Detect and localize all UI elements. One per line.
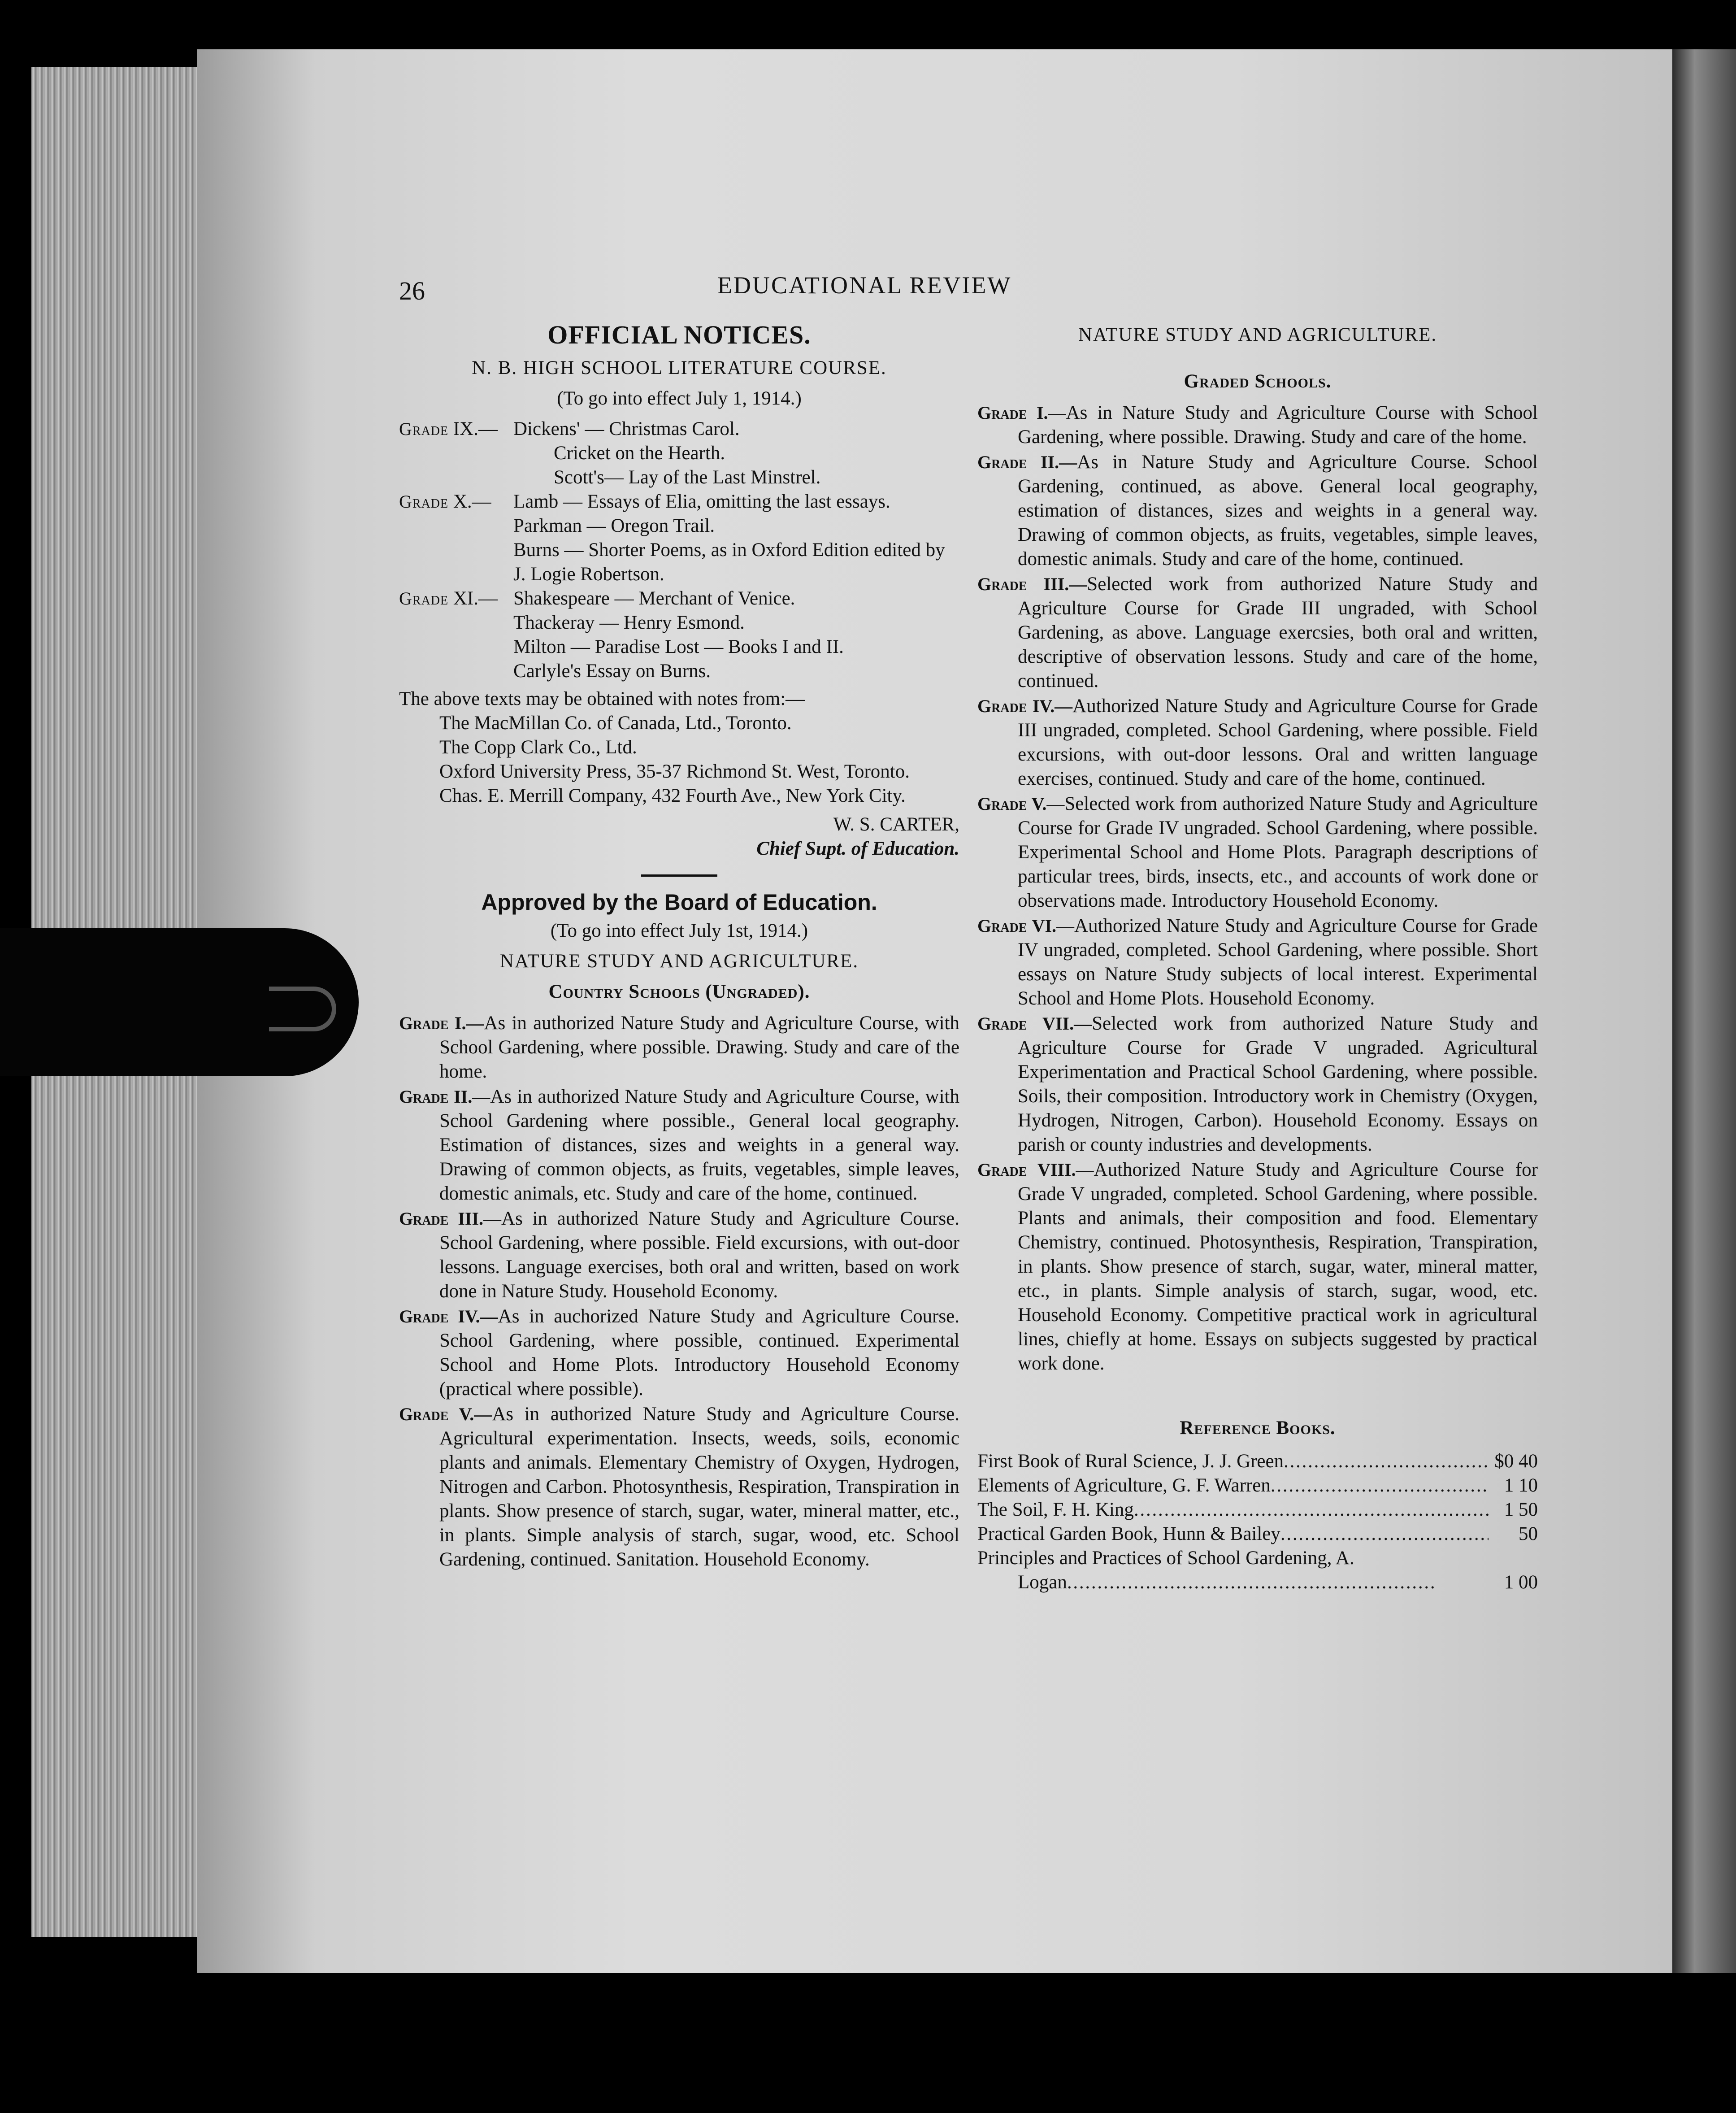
lit-item: Lamb — Essays of Elia, omitting the last essays.: [513, 491, 890, 512]
grade-text: As in Nature Study and Agriculture Course with School Gardening, where possible. Drawing. Study and care of the home.: [1018, 402, 1538, 448]
lit-item: Scott's— Lay of the Last Minstrel.: [554, 467, 821, 488]
texts-note: The above texts may be obtained with notes from:—: [399, 688, 805, 709]
grade-word: Grade: [399, 588, 449, 609]
lit-grade-x: [399, 490, 959, 587]
official-notices-heading: OFFICIAL NOTICES.: [547, 320, 811, 349]
leader-dots: [1134, 1498, 1489, 1522]
grade-label: Grade V.—: [977, 794, 1065, 814]
country-grade-paragraph: [399, 1011, 959, 1084]
left-column: [399, 320, 959, 1573]
grade-label: Grade IV.—: [977, 696, 1073, 716]
graded-grade-paragraph: [977, 450, 1538, 571]
grade-label: Grade VII.—: [977, 1013, 1092, 1034]
grade-label: IX.—: [453, 418, 498, 439]
reference-title: Elements of Agriculture, G. F. Warren: [977, 1475, 1271, 1496]
lit-item: Thackeray — Henry Esmond.: [513, 612, 745, 633]
lit-item: Dickens' — Christmas Carol.: [513, 418, 740, 439]
reference-title: The Soil, F. H. King: [977, 1499, 1134, 1520]
nature-study-heading: NATURE STUDY AND AGRICULTURE.: [499, 951, 859, 972]
grade-label: X.—: [453, 491, 491, 512]
grade-text: Authorized Nature Study and Agriculture Course for Grade V ungraded, completed. School Gardening, where possible. Plants and animals, their composition and food. Elementary Chemistry, continued. Photosynthesis, Respiration, Transpiration, in plants. Show presence of starch, sugar, water, mineral matter, etc., in plants. Simple analysis of starch, sugar, wood, etc. Household Economy. Competitive practical work in agricultural lines, chiefly at home. Essays on subjects suggested by practical work done.: [1018, 1159, 1538, 1374]
reference-row: [977, 1522, 1538, 1546]
lit-grade-xi: [399, 587, 959, 683]
grade-label: Grade IV.—: [399, 1306, 498, 1326]
lit-item: Cricket on the Hearth.: [554, 443, 725, 464]
approved-effect-date: (To go into effect July 1st, 1914.): [550, 920, 808, 941]
country-grade-paragraph: [399, 1085, 959, 1206]
grade-text: Selected work from authorized Nature Study and Agriculture Course for Grade III ungraded, with School Gardening, as above. Language exercsies, both oral and written, descriptive of observation lessons. Study and care of the home, continued.: [1018, 574, 1538, 691]
publisher-item: Chas. E. Merrill Company, 432 Fourth Ave., New York City.: [439, 785, 906, 806]
grade-word: Grade: [399, 419, 449, 439]
grade-text: As in authorized Nature Study and Agriculture Course. School Gardening, where possible. Field excursions, with out-door lessons. Language exercises, both oral and written, based on work done in Nature Study. Household Economy.: [439, 1208, 959, 1302]
grade-label: Grade VI.—: [977, 916, 1075, 936]
country-grade-paragraph: [399, 1207, 959, 1304]
lit-item: Parkman — Oregon Trail.: [513, 515, 715, 536]
graded-schools-heading: Graded Schools.: [1184, 371, 1332, 392]
grade-label: Grade III.—: [399, 1209, 502, 1229]
reference-row: [977, 1449, 1538, 1474]
grade-text: As in authorized Nature Study and Agriculture Course. Agricultural experimentation. Insects, weeds, soils, economic plants and animals. Elementary Chemistry of Oxygen, Hydrogen, Nitrogen and Carbon. Photosynthesis, Respiration, Transpiration in plants. Show presence of starch, sugar, water, mineral matter, etc., in plants. Simple analysis of starch, sugar, wood, etc. School Gardening, continued. Sanitation. Household Economy.: [439, 1404, 959, 1570]
grade-label: Grade II.—: [399, 1087, 490, 1107]
lit-item: Shakespeare — Merchant of Venice.: [513, 588, 795, 609]
grade-word: Grade: [399, 491, 449, 512]
reference-books-heading: Reference Books.: [1180, 1417, 1336, 1439]
lit-grade-ix: [399, 417, 959, 490]
grade-text: As in auchorized Nature Study and Agriculture Course. School Gardening, where possible, continued. Experimental School and Home Plots. Introductory Household Economy (practical where possible).: [439, 1306, 959, 1400]
lit-item: Burns — Shorter Poems, as in Oxford Edition edited by J. Logie Robertson.: [513, 539, 945, 585]
country-grade-paragraph: [399, 1402, 959, 1572]
publisher-item: The MacMillan Co. of Canada, Ltd., Toronto.: [439, 713, 792, 734]
publisher-item: Oxford University Press, 35-37 Richmond St. West, Toronto.: [439, 761, 910, 782]
signature-name: W. S. CARTER,: [833, 814, 959, 835]
leader-dots: [1067, 1570, 1489, 1595]
grade-text: As in authorized Nature Study and Agriculture Course, with School Gardening, where possible. Drawing. Study and care of the home.: [439, 1013, 959, 1082]
grade-text: Selected work from authorized Nature Study and Agriculture Course for Grade IV ungraded. School Gardening, where possible. Experimental School and Home Plots. Paragraph descriptions of particular trees, birds, insects, etc., and accounts of work done or observations made. Introductory Household Economy.: [1018, 793, 1538, 911]
reference-title: Practical Garden Book, Hunn & Bailey: [977, 1523, 1280, 1544]
reference-price: 50: [1519, 1523, 1538, 1544]
graded-grade-paragraph: [977, 1158, 1538, 1376]
section-divider: [641, 874, 717, 877]
page-number: 26: [399, 276, 425, 305]
leader-dots: [1284, 1449, 1489, 1474]
reference-price: 1 10: [1504, 1475, 1538, 1496]
reference-row: [977, 1474, 1538, 1498]
grade-label: Grade III.—: [977, 574, 1087, 594]
reference-title: Principles and Practices of School Gardening, A.: [977, 1548, 1354, 1569]
nature-study-heading: NATURE STUDY AND AGRICULTURE.: [1078, 324, 1437, 345]
country-grade-paragraph: [399, 1304, 959, 1401]
lit-item: Carlyle's Essay on Burns.: [513, 661, 711, 682]
lit-item: Milton — Paradise Lost — Books I and II.: [513, 636, 844, 657]
graded-grade-paragraph: [977, 914, 1538, 1011]
reference-price: 1 50: [1504, 1499, 1538, 1520]
grade-label: Grade II.—: [977, 452, 1077, 472]
grade-text: As in Nature Study and Agriculture Course. School Gardening, continued, as above. General local geography, estimation of distances, sizes and weights in a general way. Drawing of common objects, as fruits, vegetables, simple leaves, domestic animals. Study and care of the home, continued.: [1018, 452, 1538, 570]
literature-course-heading: N. B. HIGH SCHOOL LITERATURE COURSE.: [472, 357, 887, 378]
graded-grade-paragraph: [977, 694, 1538, 791]
reference-price: $0 40: [1494, 1451, 1538, 1472]
thumb-tip: [269, 987, 336, 1031]
graded-grade-paragraph: [977, 1012, 1538, 1157]
country-schools-heading: Country Schools (Ungraded).: [548, 981, 810, 1002]
grade-label: Grade VIII.—: [977, 1160, 1094, 1180]
grade-label: Grade I.—: [399, 1013, 484, 1033]
graded-grade-paragraph: [977, 401, 1538, 449]
running-title: EDUCATIONAL REVIEW: [717, 272, 1012, 299]
right-column: [977, 323, 1538, 1595]
literature-effect-date: (To go into effect July 1, 1914.): [557, 388, 802, 409]
grade-label: Grade V.—: [399, 1404, 492, 1424]
reference-title: First Book of Rural Science, J. J. Green: [977, 1451, 1284, 1472]
grade-text: Authorized Nature Study and Agriculture Course for Grade III ungraded, completed. School Gardening, where possible. Field excursions, with out-door lessons. Oral and written language exercises, continued. Study and care of the home, continued.: [1018, 696, 1538, 789]
reference-row: [977, 1570, 1538, 1595]
approved-heading: Approved by the Board of Education.: [481, 890, 877, 915]
grade-text: Authorized Nature Study and Agriculture Course for Grade IV ungraded, completed. School Gardening, where possible. Short essays on Nature Study subjects of local interest. Experimental School and Home Plots. Household Economy.: [1018, 915, 1538, 1009]
publisher-item: The Copp Clark Co., Ltd.: [439, 737, 637, 758]
graded-grade-paragraph: [977, 572, 1538, 693]
leader-dots: [1271, 1474, 1489, 1498]
leader-dots: [1280, 1522, 1489, 1546]
reference-row: [977, 1498, 1538, 1522]
grade-label: XI.—: [453, 588, 498, 609]
signature-title: Chief Supt. of Education.: [756, 838, 959, 859]
reference-title-continued: Logan: [1018, 1572, 1067, 1593]
grade-text: Selected work from authorized Nature Study and Agriculture Course for Grade V ungraded. Agricultural Experimentation and Practical School Gardening, where possible. Soils, their composition. Introductory work in Chemistry (Oxygen, Hydrogen, Nitrogen, Carbon). Household Economy. Essays on parish or county industries and developments.: [1018, 1013, 1538, 1155]
reference-price: 1 00: [1504, 1572, 1538, 1593]
next-page-edge: [1672, 49, 1736, 1973]
grade-text: As in authorized Nature Study and Agriculture Course, with School Gardening where possible., General local geography. Estimation of distances, sizes and weights in a general way. Drawing of common objects, as fruits, vegetables, simple leaves, domestic animals, etc. Study and care of the home, continued.: [439, 1086, 959, 1204]
graded-grade-paragraph: [977, 792, 1538, 913]
grade-label: Grade I.—: [977, 403, 1066, 423]
